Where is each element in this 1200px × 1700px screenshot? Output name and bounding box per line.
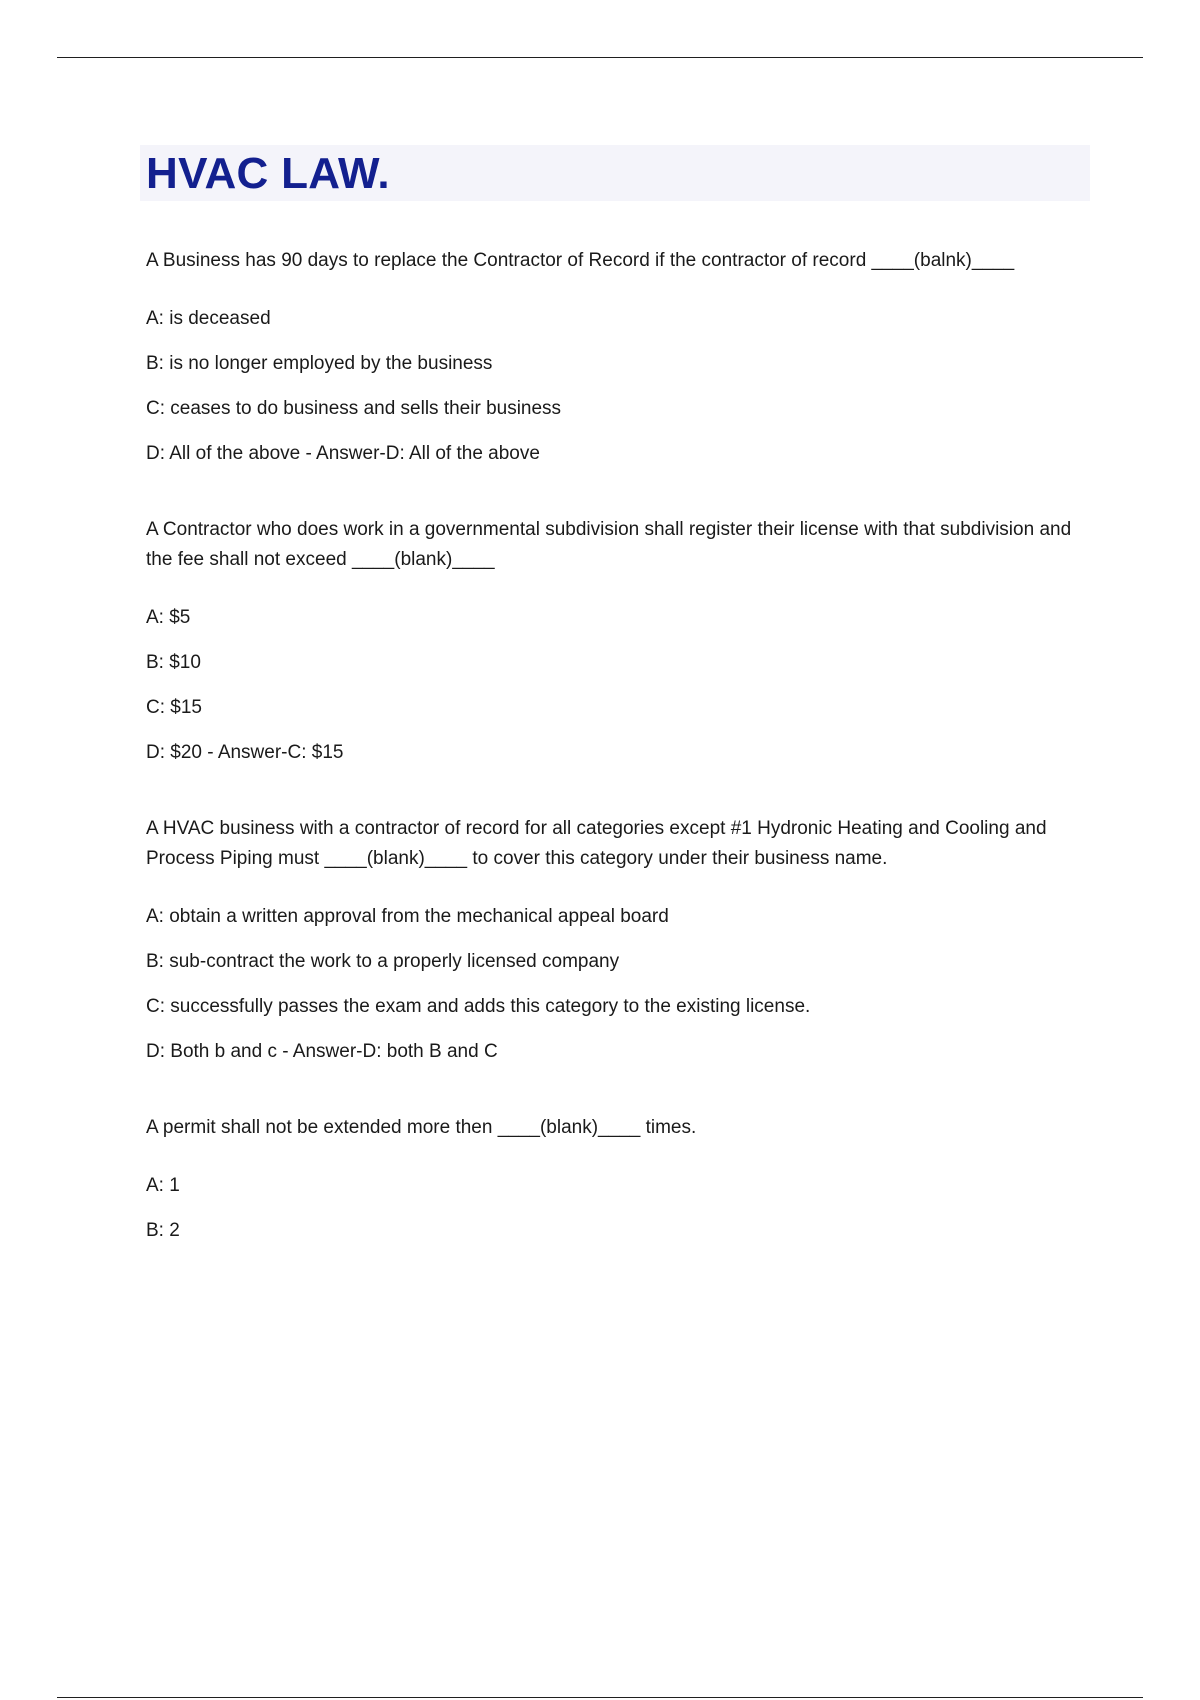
answer-option: D: All of the above - Answer-D: All of the above <box>146 443 540 464</box>
question-text: A Business has 90 days to replace the Contractor of Record if the contractor of record ____(balnk)____ <box>146 250 1015 271</box>
answer-option: C: ceases to do business and sells their business <box>146 398 562 419</box>
answer-option: A: obtain a written approval from the mechanical appeal board <box>146 906 669 927</box>
answer-option: B: 2 <box>146 1220 180 1241</box>
answer-option: C: successfully passes the exam and adds this category to the existing license. <box>146 996 811 1017</box>
bottom-rule <box>57 1697 1143 1698</box>
top-rule <box>57 57 1143 58</box>
answer-option: A: is deceased <box>146 308 271 329</box>
question-text: A permit shall not be extended more then ____(blank)____ times. <box>146 1117 697 1138</box>
answer-option: C: $15 <box>146 697 202 718</box>
question-text: A Contractor who does work in a governmental subdivision shall register their license with that subdivision and the fee shall not exceed ____(blank)____ <box>146 519 1072 570</box>
question-2 <box>146 515 1076 768</box>
question-text: A HVAC business with a contractor of record for all categories except #1 Hydronic Heating and Cooling and Process Piping must ____(blank)____ to cover this category under their business name. <box>146 818 1047 869</box>
answer-option: D: $20 - Answer-C: $15 <box>146 742 344 763</box>
answer-option: A: $5 <box>146 607 191 628</box>
answer-option: D: Both b and c - Answer-D: both B and C <box>146 1041 498 1062</box>
answer-option: B: $10 <box>146 652 201 673</box>
question-4 <box>146 1113 1076 1246</box>
answer-option: B: sub-contract the work to a properly licensed company <box>146 951 620 972</box>
question-3 <box>146 814 1076 1067</box>
document-title: HVAC LAW. <box>146 149 390 198</box>
question-list <box>146 246 1076 1292</box>
answer-option: B: is no longer employed by the business <box>146 353 493 374</box>
answer-option: A: 1 <box>146 1175 180 1196</box>
question-1 <box>146 246 1076 469</box>
